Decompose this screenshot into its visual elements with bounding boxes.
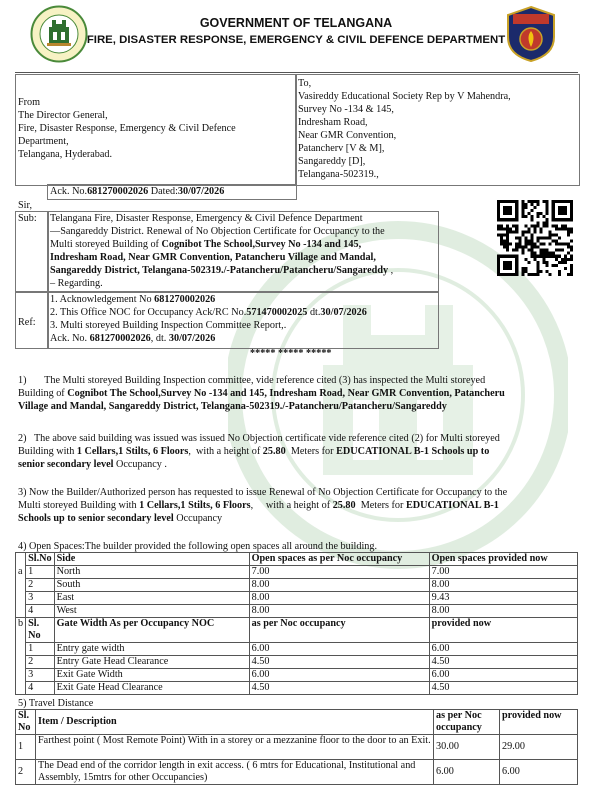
table-header-row xyxy=(16,553,578,566)
ack-number: 681270002026 xyxy=(87,186,149,197)
table-cell: East xyxy=(54,592,249,605)
para2-occupancy: senior secondary level xyxy=(18,459,114,470)
table-cell: 4.50 xyxy=(429,682,577,695)
table-cell: North xyxy=(54,566,249,579)
group-label-cell xyxy=(16,682,26,695)
table-cell: 6.00 xyxy=(434,760,500,785)
table-header: as per Noc occupancy xyxy=(249,618,429,643)
table-header-row xyxy=(16,618,578,643)
table-cell: South xyxy=(54,579,249,592)
table-cell: Entry Gate Head Clearance xyxy=(54,656,249,669)
paragraph-2 xyxy=(18,432,583,471)
ack-dated-label: Dated: xyxy=(148,186,178,197)
table-cell: The Dead end of the corridor length in exit access. ( 6 mtrs for Educational, Institutional and Assembly, 15mtrs for other Occupancies) xyxy=(36,760,434,785)
from-line: Fire, Disaster Response, Emergency & Civil Defence xyxy=(18,123,236,134)
subject-address: Indresham Road, Near GMR Convention, Patancheru Village and Mandal, xyxy=(50,252,376,263)
paragraph-4: 4) Open Spaces:The builder provided the following open spaces all around the building. xyxy=(18,541,378,552)
table-cell: 6.00 xyxy=(429,669,577,682)
ref-noc-number: 571470002025 xyxy=(246,307,308,318)
paragraph-1 xyxy=(18,374,583,413)
table-cell: 8.00 xyxy=(249,592,429,605)
para2-text: Meters for xyxy=(285,446,337,457)
ack-line xyxy=(50,185,224,198)
from-line: Telangana, Hyderabad. xyxy=(18,149,113,160)
ref-dt: , dt. xyxy=(150,333,169,344)
para3-height: 25.80 xyxy=(332,500,356,511)
para3-line: 3) Now the Builder/Authorized person has requested to issue Renewal of No Objection Certificate for Occupancy to the xyxy=(18,487,508,498)
table-cell: 1 xyxy=(26,643,55,656)
to-label: To, xyxy=(298,78,312,89)
subject-line: —Sangareddy District. Renewal of No Objection Certificate for Occupancy to the xyxy=(50,226,385,237)
table-row xyxy=(16,566,578,579)
table-cell: 6.00 xyxy=(249,669,429,682)
para2-floors: 1 Cellars,1 Stilts, 6 Floors xyxy=(76,446,189,457)
to-line: Patancherv [V & M], xyxy=(298,143,385,154)
table-cell: Exit Gate Width xyxy=(54,669,249,682)
references xyxy=(50,293,367,345)
letterhead xyxy=(0,0,592,72)
table-cell: Exit Gate Head Clearance xyxy=(54,682,249,695)
para3-occupancy: Schools up to senior secondary level xyxy=(18,513,174,524)
table-header-row xyxy=(16,710,578,735)
qr-code xyxy=(497,200,573,276)
sub-label: Sub: xyxy=(18,213,37,224)
table-cell: 30.00 xyxy=(434,735,500,760)
table-cell: 8.00 xyxy=(429,605,577,618)
table-cell: 4.50 xyxy=(429,656,577,669)
group-label-cell xyxy=(16,656,26,669)
group-label-cell xyxy=(16,643,26,656)
table-cell: 6.00 xyxy=(429,643,577,656)
salutation: Sir, xyxy=(18,200,33,211)
table-cell: 1 xyxy=(26,566,55,579)
table-cell: 8.00 xyxy=(429,579,577,592)
table-header: provided now xyxy=(500,710,578,735)
subject-punct: , xyxy=(388,265,394,276)
table-cell: 4 xyxy=(26,605,55,618)
to-line: Survey No -134 & 145, xyxy=(298,104,394,115)
para1-building: Cognibot The School,Survey No -134 and 145, Indresham Road, Near GMR Convention, Patancheru xyxy=(67,388,505,399)
separator-stars: ***** ***** ***** xyxy=(250,348,332,359)
to-block xyxy=(298,77,511,181)
open-spaces-table xyxy=(15,552,578,695)
header-divider xyxy=(15,72,578,73)
fire-department-badge-logo xyxy=(504,5,558,63)
subject-line: – Regarding. xyxy=(50,278,103,289)
ref-item: 3. Multi storeyed Building Inspection Committee Report,. xyxy=(50,320,287,331)
para3-occupancy: EDUCATIONAL B-1 xyxy=(405,500,499,511)
department-title: FIRE, DISASTER RESPONSE, EMERGENCY & CIVIL DEFENCE DEPARTMENT xyxy=(86,34,506,46)
table-header: Item / Description xyxy=(36,710,434,735)
table-cell: 8.00 xyxy=(249,605,429,618)
subject-line: Telangana Fire, Disaster Response, Emergency & Civil Defence Department xyxy=(50,213,363,224)
table-row xyxy=(16,669,578,682)
to-line: Near GMR Convention, xyxy=(298,130,397,141)
from-line: Department, xyxy=(18,136,69,147)
table-cell: West xyxy=(54,605,249,618)
subject-building-name: Cognibot The School,Survey No -134 and 145, xyxy=(161,239,362,250)
table-cell: 2 xyxy=(26,579,55,592)
table-cell: 4.50 xyxy=(249,656,429,669)
group-label-cell xyxy=(16,579,26,592)
para1-line: 1) The Multi storeyed Building Inspection committee, vide reference cited (3) has inspected the Multi storeyed xyxy=(18,375,486,386)
subject-district: Sangareddy District, Telangana-502319./-Patancheru/Patancheru/Sangareddy xyxy=(50,265,389,276)
group-label-cell xyxy=(16,605,26,618)
table-header: Sl. No xyxy=(26,618,55,643)
table-cell: 1 xyxy=(16,735,36,760)
ack-prefix: Ack. No. xyxy=(50,186,88,197)
to-line: Telangana-502319., xyxy=(298,169,379,180)
ack-date: 30/07/2026 xyxy=(177,186,225,197)
para3-floors: 1 Cellars,1 Stilts, 6 Floors xyxy=(139,500,251,511)
travel-distance-title: 5) Travel Distance xyxy=(18,698,94,709)
travel-distance-table xyxy=(15,709,578,785)
from-block xyxy=(18,96,236,161)
table-row xyxy=(16,735,578,760)
table-row xyxy=(16,592,578,605)
ref-item: Ack. No. xyxy=(50,333,90,344)
ref-date: 30/07/2026 xyxy=(168,333,216,344)
group-label-cell xyxy=(16,669,26,682)
para1-line: Building of xyxy=(18,388,68,399)
table-cell: 7.00 xyxy=(249,566,429,579)
from-line: The Director General, xyxy=(18,110,108,121)
ref-dt: dt. xyxy=(307,307,321,318)
table-cell: Entry gate width xyxy=(54,643,249,656)
table-cell: 2 xyxy=(26,656,55,669)
table-header: Open spaces provided now xyxy=(429,553,577,566)
table-cell: 29.00 xyxy=(500,735,578,760)
subject-line: Multi storeyed Building of xyxy=(50,239,162,250)
para2-text: , with a height of xyxy=(188,446,263,457)
para1-address: Village and Mandal, Sangareddy District, Telangana-502319./-Patancheru/Patancheru/Sangareddy xyxy=(18,401,447,412)
para3-text: Multi storeyed Building with xyxy=(18,500,140,511)
table-row xyxy=(16,682,578,695)
table-cell: 3 xyxy=(26,669,55,682)
table-row xyxy=(16,605,578,618)
para3-text: , with a height of xyxy=(250,500,333,511)
subject-text xyxy=(50,212,440,290)
para2-text: Building with xyxy=(18,446,77,457)
ref-date: 30/07/2026 xyxy=(320,307,367,318)
to-line: Indresham Road, xyxy=(298,117,368,128)
table-cell: 9.43 xyxy=(429,592,577,605)
group-label-cell xyxy=(16,553,26,566)
table-row xyxy=(16,656,578,669)
group-label-cell xyxy=(16,592,26,605)
table-cell: 7.00 xyxy=(429,566,577,579)
ref-ack-number: 681270002026 xyxy=(89,333,151,344)
table-header: Side xyxy=(54,553,249,566)
table-header: Gate Width As per Occupancy NOC xyxy=(54,618,249,643)
table-cell: 4 xyxy=(26,682,55,695)
ref-item: 1. Acknowledgement No xyxy=(50,294,155,305)
ref-label: Ref: xyxy=(18,317,36,328)
table-cell: Farthest point ( Most Remote Point) With in a storey or a mezzanine floor to the door to an Exit. xyxy=(36,735,434,760)
group-label: b xyxy=(16,618,26,643)
ref-item: 2. This Office NOC for Occupancy Ack/RC No. xyxy=(50,307,247,318)
paragraph-3 xyxy=(18,486,583,525)
table-row xyxy=(16,579,578,592)
table-cell: 8.00 xyxy=(249,579,429,592)
para2-height: 25.80 xyxy=(262,446,286,457)
para2-text: Occupancy . xyxy=(113,459,167,470)
para2-line: 2) The above said building was issued was issued No Objection certificate vide reference cited (2) for Multi storeyed xyxy=(18,433,500,444)
table-cell: 2 xyxy=(16,760,36,785)
group-label: a xyxy=(16,566,26,579)
table-header: Sl. No xyxy=(16,710,36,735)
table-header: provided now xyxy=(429,618,577,643)
to-line: Vasireddy Educational Society Rep by V Mahendra, xyxy=(298,91,511,102)
table-cell: 6.00 xyxy=(500,760,578,785)
ref-ack-number: 681270002026 xyxy=(154,294,216,305)
table-row xyxy=(16,760,578,785)
table-cell: 4.50 xyxy=(249,682,429,695)
government-title: GOVERNMENT OF TELANGANA xyxy=(199,16,393,30)
table-header: Open spaces as per Noc occupancy xyxy=(249,553,429,566)
para3-text: Occupancy xyxy=(173,513,223,524)
to-line: Sangareddy [D], xyxy=(298,156,366,167)
table-row xyxy=(16,643,578,656)
table-header: Sl.No xyxy=(26,553,55,566)
table-cell: 6.00 xyxy=(249,643,429,656)
from-label: From xyxy=(18,97,41,108)
para3-text: Meters for xyxy=(355,500,406,511)
table-header: as per Noc occupancy xyxy=(434,710,500,735)
para2-occupancy: EDUCATIONAL B-1 Schools up to xyxy=(336,446,490,457)
table-cell: 3 xyxy=(26,592,55,605)
